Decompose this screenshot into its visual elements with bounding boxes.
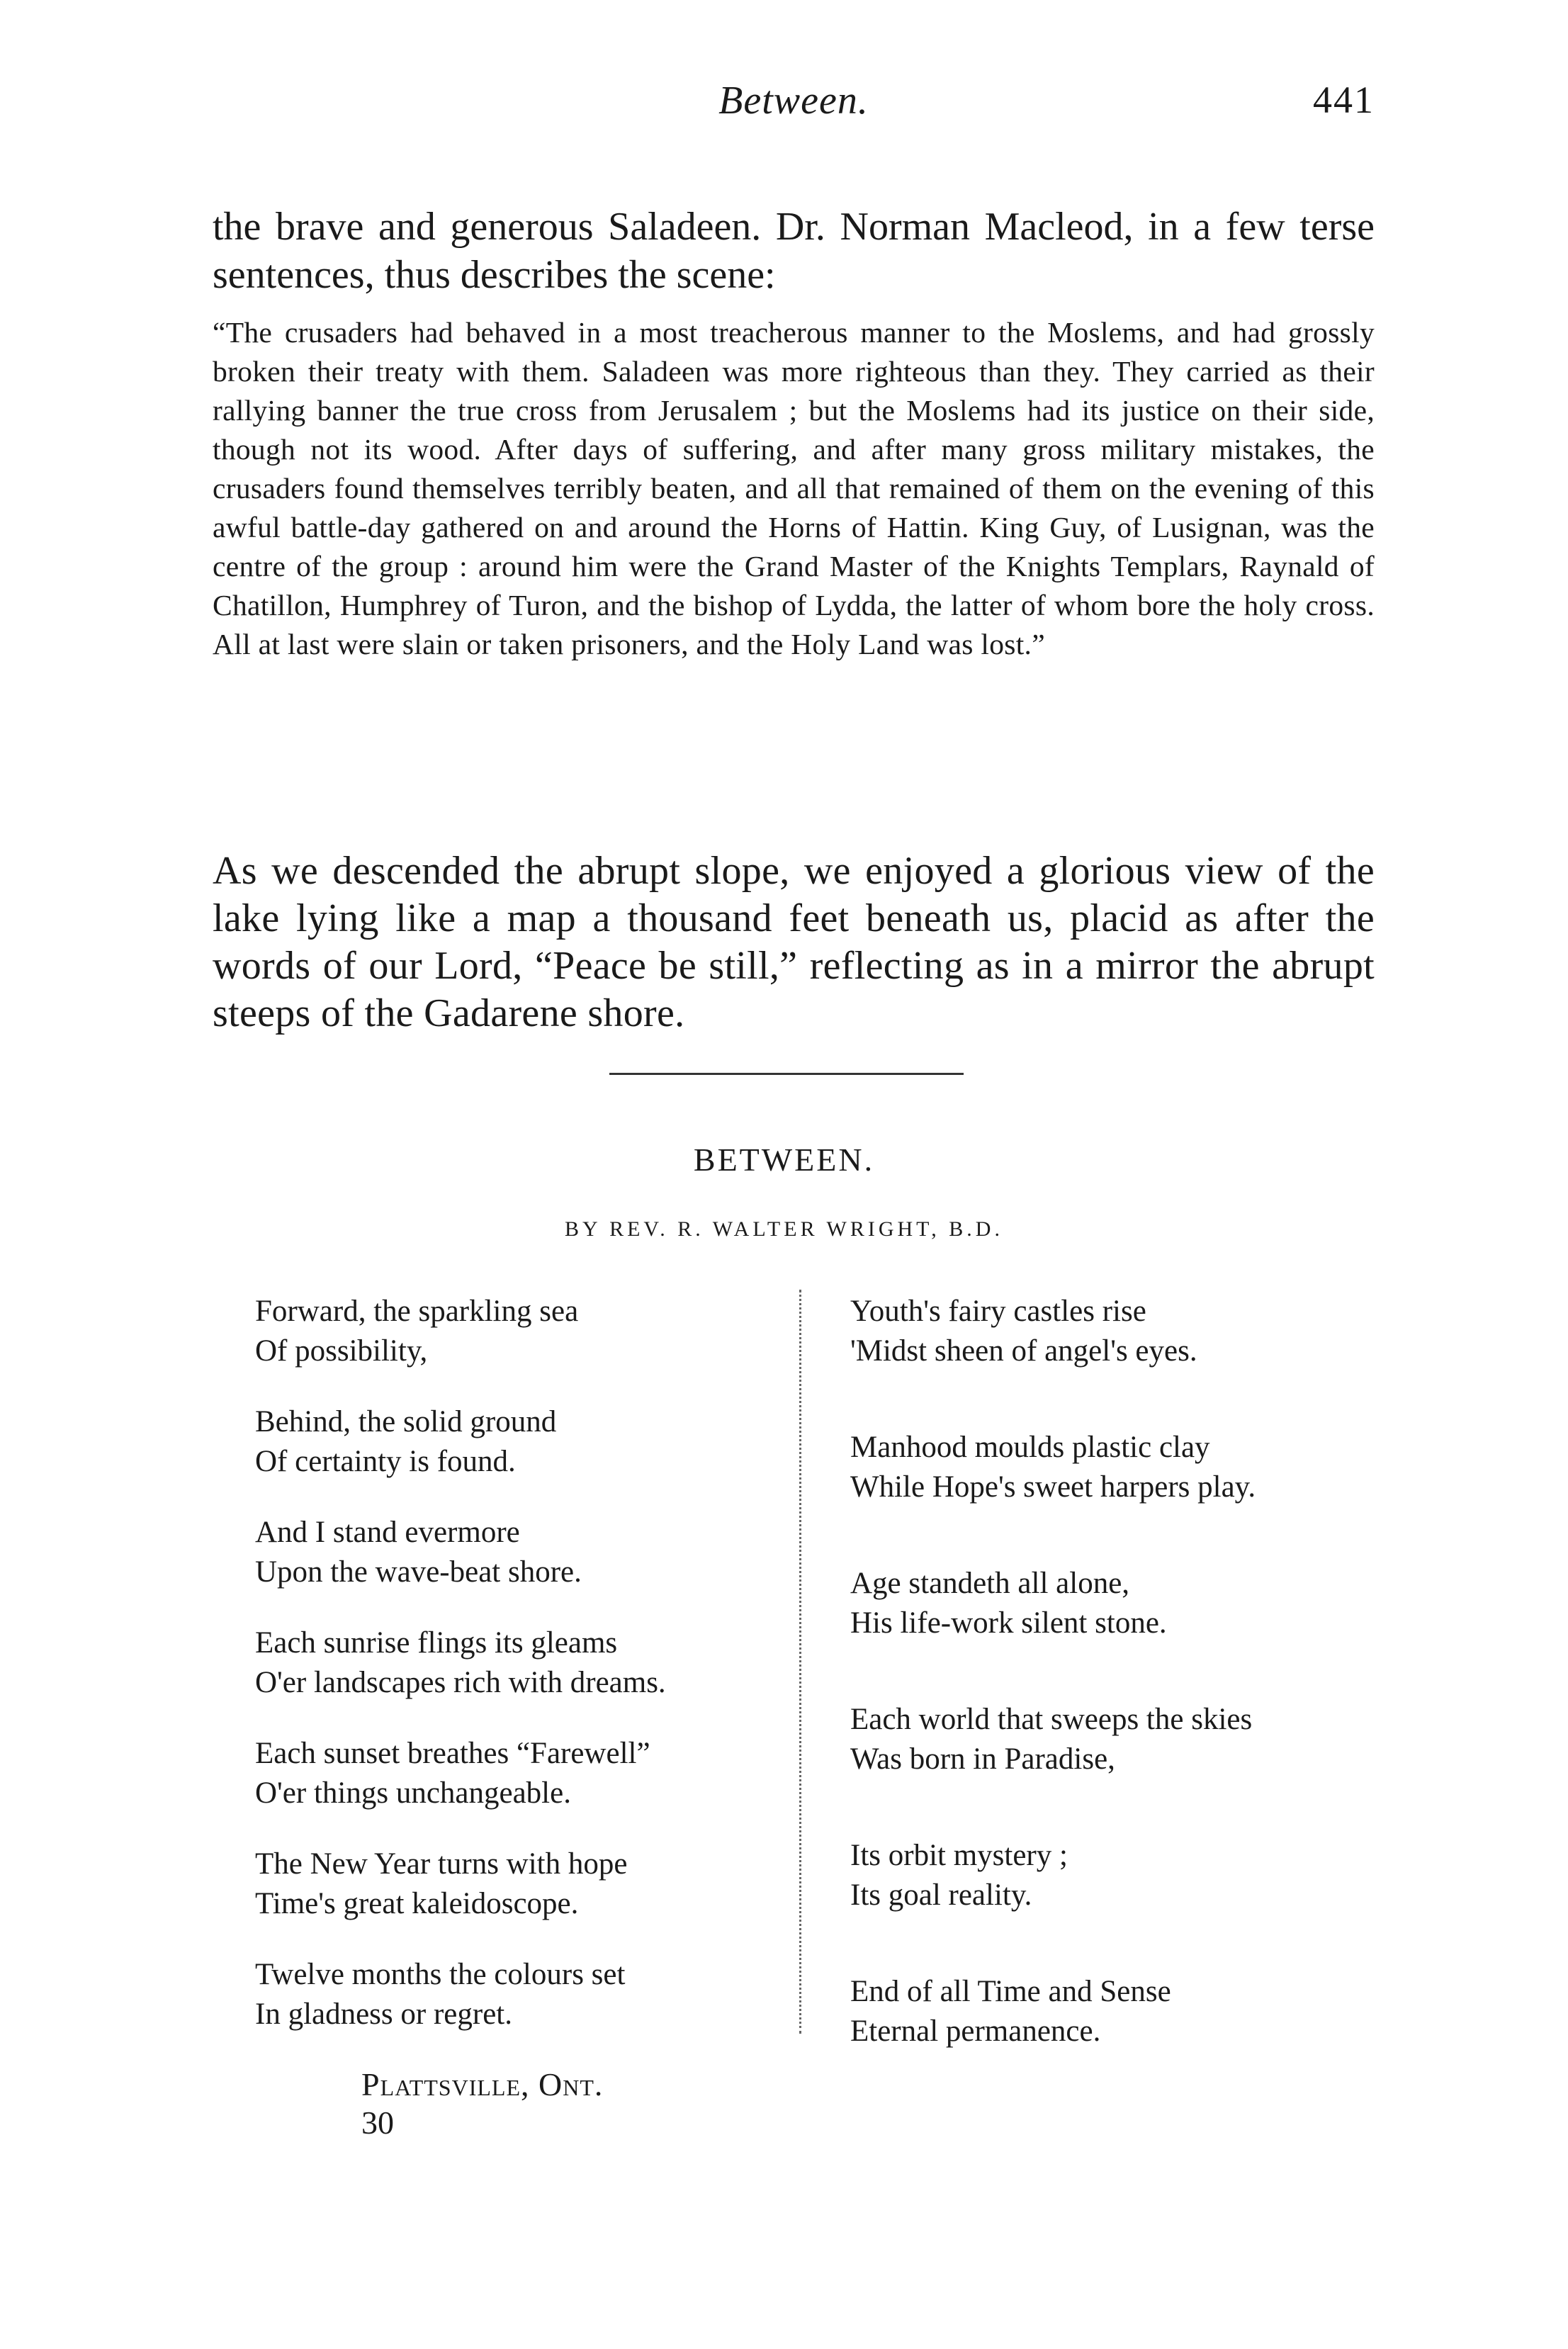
poem-line: O'er things unchangeable. bbox=[255, 1776, 571, 1810]
page-number: 441 bbox=[1313, 79, 1375, 121]
poem-line: Forward, the sparkling sea bbox=[255, 1295, 579, 1328]
stanza bbox=[255, 1734, 794, 1813]
stanza bbox=[850, 1836, 1389, 1915]
stanza bbox=[255, 1292, 794, 1371]
stanza bbox=[850, 1972, 1389, 2051]
column-divider bbox=[799, 1290, 801, 2034]
poem-line: Of possibility, bbox=[255, 1334, 428, 1368]
poem-line: Eternal permanence. bbox=[850, 2015, 1101, 2048]
stanza bbox=[850, 1700, 1389, 1779]
poem-line: Its orbit mystery ; bbox=[850, 1839, 1068, 1872]
stanza bbox=[850, 1428, 1389, 1507]
poem-line: Twelve months the colours set bbox=[255, 1958, 626, 1991]
poem-signature bbox=[361, 2066, 603, 2142]
stanza bbox=[255, 1402, 794, 1482]
running-head bbox=[213, 78, 1375, 135]
poem-line: Was born in Paradise, bbox=[850, 1742, 1115, 1776]
poem-line: Behind, the solid ground bbox=[255, 1405, 557, 1438]
poem-line: Youth's fairy castles rise bbox=[850, 1295, 1146, 1328]
poem-left-column bbox=[255, 1292, 794, 2066]
poem-line: O'er landscapes rich with dreams. bbox=[255, 1666, 666, 1699]
section-divider bbox=[609, 1073, 964, 1075]
poem-line: Its goal reality. bbox=[850, 1878, 1032, 1912]
stanza bbox=[255, 1955, 794, 2034]
running-title: Between. bbox=[718, 79, 869, 123]
intro-paragraph: the brave and generous Saladeen. Dr. Norman Macleod, in a few terse sentences, thus describes the scene: bbox=[213, 205, 1375, 297]
poem-line: His life-work silent stone. bbox=[850, 1606, 1167, 1640]
poem-line: And I stand evermore bbox=[255, 1516, 520, 1549]
block-quote: “The crusaders had behaved in a most treacherous manner to the Moslems, and had grossly broken their treaty with them. Saladeen was more righteous than they. They carried as their rallying banner the true cross from Jerusalem ; but the Moslems had its justice on their side, though not its wood. After days of suffering, and after many gross military mistakes, the crusaders found themselves terribly beaten, and all that remained of them on the evening of this awful battle-day gathered on and around the Horns of Hattin. King Guy, of Lusignan, was the centre of the group : around him were the Grand Master of the Knights Templars, Raynald of Chatillon, Humphrey of Turon, and the bishop of Lydda, the latter of whom bore the holy cross. All at last were slain or taken prisoners, and the Holy Land was lost.” bbox=[213, 315, 1375, 660]
poem-right-column bbox=[850, 1292, 1389, 2108]
poem-line: Each sunrise flings its gleams bbox=[255, 1626, 618, 1660]
stanza bbox=[255, 1513, 794, 1592]
poem-line: Of certainty is found. bbox=[255, 1445, 516, 1478]
signature-number: 30 bbox=[361, 2105, 394, 2141]
poem-title: BETWEEN. bbox=[693, 1142, 875, 1178]
poem-line: In gladness or regret. bbox=[255, 1998, 512, 2031]
poem-line: Time's great kaleidoscope. bbox=[255, 1887, 579, 1920]
poem-line: Each sunset breathes “Farewell” bbox=[255, 1737, 650, 1770]
poem-line: Age standeth all alone, bbox=[850, 1567, 1130, 1600]
closing-paragraph: As we descended the abrupt slope, we enjoyed a glorious view of the lake lying like a map a thousand feet beneath us, placid as after the words of our Lord, “Peace be still,” reflecting as in a mirror the abrupt steeps of the Gadarene shore. bbox=[213, 849, 1375, 1035]
poem-line: Each world that sweeps the skies bbox=[850, 1703, 1253, 1736]
stanza bbox=[255, 1844, 794, 1924]
poem-line: Manhood moulds plastic clay bbox=[850, 1431, 1210, 1464]
signature-place: Plattsville, Ont. bbox=[361, 2066, 604, 2102]
stanza bbox=[850, 1292, 1389, 1371]
poem-line: 'Midst sheen of angel's eyes. bbox=[850, 1334, 1197, 1368]
poem-line: End of all Time and Sense bbox=[850, 1975, 1171, 2008]
poem-line: The New Year turns with hope bbox=[255, 1847, 628, 1881]
poem-line: Upon the wave-beat shore. bbox=[255, 1555, 582, 1589]
stanza bbox=[850, 1564, 1389, 1643]
poem-line: While Hope's sweet harpers play. bbox=[850, 1470, 1256, 1504]
poem-byline: BY REV. R. WALTER WRIGHT, B.D. bbox=[565, 1217, 1003, 1241]
stanza bbox=[255, 1623, 794, 1703]
